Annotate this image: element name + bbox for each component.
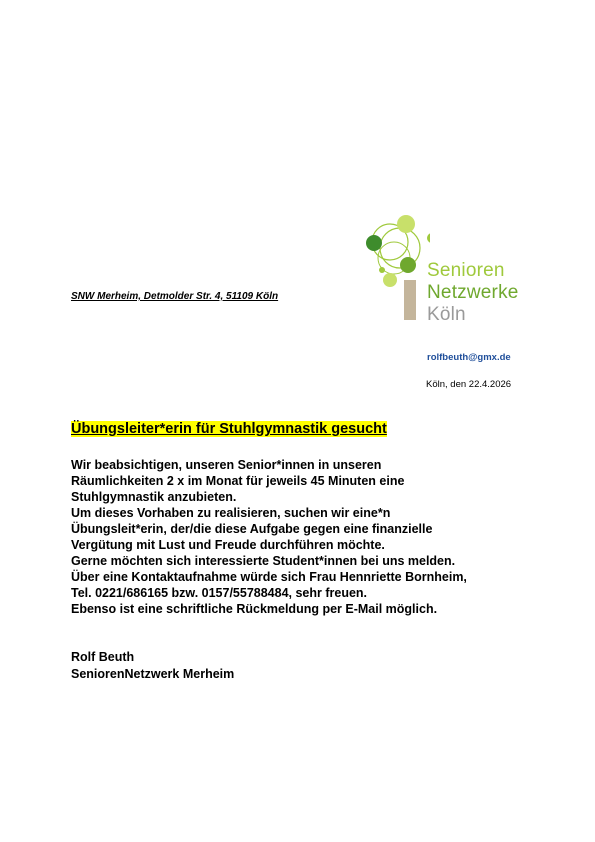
body-line: Vergütung mit Lust und Freude durchführen möchte.: [71, 538, 385, 552]
logo-text-koeln: Köln: [427, 304, 466, 325]
headline: Übungsleiter*erin für Stuhlgymnastik gesucht: [71, 421, 387, 437]
tree-logo-icon: [360, 210, 430, 325]
signature-name: Rolf Beuth: [71, 650, 135, 664]
contact-email[interactable]: rolfbeuth@gmx.de: [427, 352, 511, 363]
logo-text-netzwerke: Netzwerke: [427, 282, 519, 303]
body-line: Räumlichkeiten 2 x im Monat für jeweils 45 Minuten eine: [71, 474, 405, 488]
body-line: Übungsleit*erin, der/die diese Aufgabe gegen eine finanzielle: [71, 522, 433, 536]
senioren-netzwerke-logo: [360, 210, 530, 325]
logo-text-senioren: Senioren: [427, 260, 505, 281]
body-line: Wir beabsichtigen, unseren Senior*innen in unseren: [71, 458, 382, 472]
letter-date: Köln, den 22.4.2026: [426, 379, 512, 390]
sender-address: SNW Merheim, Detmolder Str. 4, 51109 Köln: [71, 291, 279, 302]
body-line: Tel. 0221/686165 bzw. 0157/55788484, sehr freuen.: [71, 586, 368, 600]
body-text: [71, 457, 531, 617]
signature: [71, 649, 234, 683]
body-line: Über eine Kontaktaufnahme würde sich Frau Hennriette Bornheim,: [71, 570, 467, 584]
body-line: Stuhlgymnastik anzubieten.: [71, 490, 237, 504]
body-line: Um dieses Vorhaben zu realisieren, suchen wir eine*n: [71, 506, 391, 520]
body-line: Gerne möchten sich interessierte Student*innen bei uns melden.: [71, 554, 456, 568]
body-line: Ebenso ist eine schriftliche Rückmeldung per E-Mail möglich.: [71, 602, 438, 616]
signature-organization: SeniorenNetzwerk Merheim: [71, 667, 235, 681]
